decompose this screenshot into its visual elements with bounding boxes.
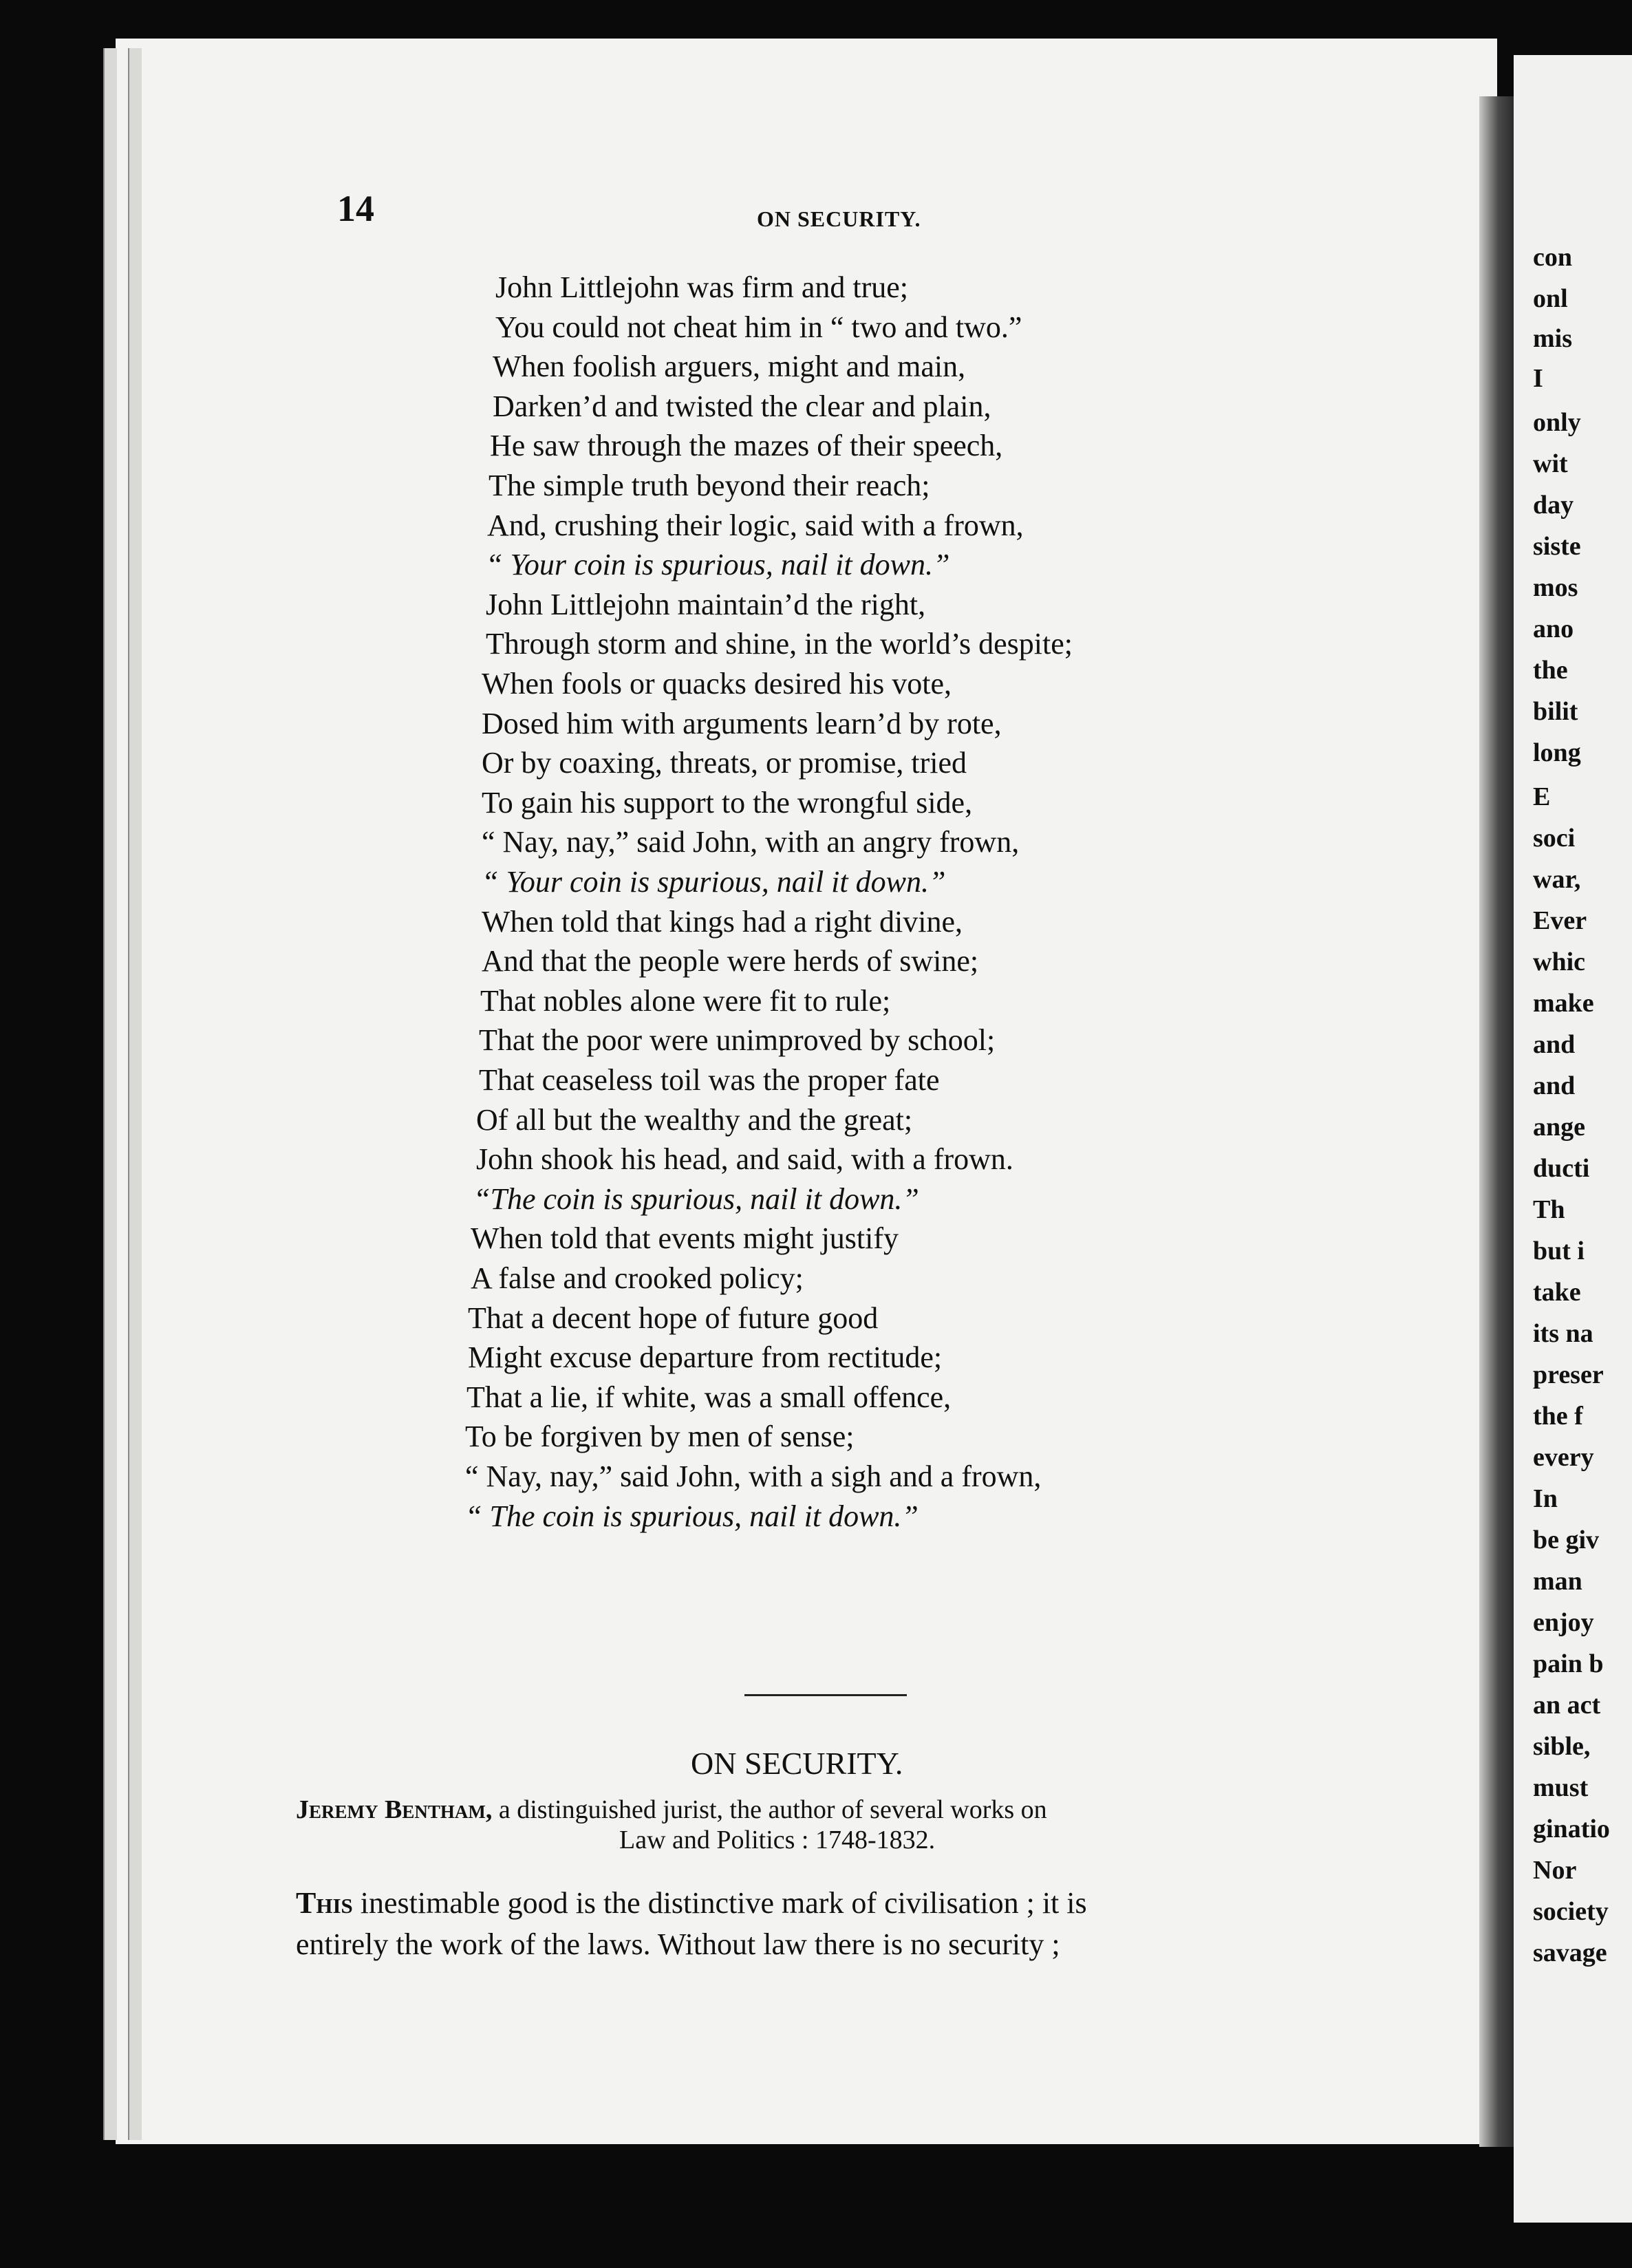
body-text: inestimable good is the distinctive mark of civilisation ; it is xyxy=(352,1886,1087,1920)
facing-page-fragment: but i xyxy=(1533,1237,1585,1265)
poem-line: “ Your coin is spurious, nail it down.” xyxy=(486,548,950,582)
poem-line: And that the people were herds of swine; xyxy=(482,944,979,978)
facing-page-fragment: siste xyxy=(1533,532,1581,561)
poem-line: A false and crooked policy; xyxy=(471,1261,804,1295)
page-edge xyxy=(128,48,142,2140)
facing-page-fragment: must xyxy=(1533,1773,1589,1802)
facing-page-fragment: day xyxy=(1533,491,1574,520)
poem-line: John Littlejohn maintain’d the right, xyxy=(486,587,926,621)
facing-page-fragment: I xyxy=(1533,364,1543,393)
facing-page-fragment: the f xyxy=(1533,1402,1583,1431)
poem-line: Through storm and shine, in the world’s despite; xyxy=(486,627,1073,661)
poem-line: That ceaseless toil was the proper fate xyxy=(479,1063,940,1097)
facing-page-fragment: and xyxy=(1533,1030,1576,1059)
poem-line: To be forgiven by men of sense; xyxy=(465,1420,855,1454)
poem-line: Dosed him with arguments learn’d by rote, xyxy=(482,706,1002,740)
facing-page-fragment: onl xyxy=(1533,284,1568,313)
facing-page-fragment: mos xyxy=(1533,573,1578,602)
facing-page-fragment: and xyxy=(1533,1071,1576,1100)
facing-page xyxy=(1514,55,1632,2223)
facing-page-fragment: sible, xyxy=(1533,1732,1591,1761)
poem-line: That a decent hope of future good xyxy=(468,1301,879,1335)
poem-line: Might excuse departure from rectitude; xyxy=(468,1340,943,1375)
facing-page-fragment: pain b xyxy=(1533,1649,1604,1678)
poem-line: That the poor were unimproved by school; xyxy=(479,1023,996,1058)
facing-page-fragment: take xyxy=(1533,1278,1581,1307)
section-title: ON SECURITY. xyxy=(691,1746,903,1781)
author-name: Jeremy Bentham, xyxy=(296,1795,493,1824)
facing-page-fragment: every xyxy=(1533,1443,1594,1472)
author-line xyxy=(296,1795,1047,1825)
poem-line: Darken’d and twisted the clear and plain, xyxy=(493,389,991,423)
poem-line: To gain his support to the wrongful side, xyxy=(482,785,973,820)
page-number: 14 xyxy=(337,188,374,229)
facing-page-fragment: Th xyxy=(1533,1195,1565,1224)
facing-page-fragment: make xyxy=(1533,989,1594,1018)
facing-page-fragment: bilit xyxy=(1533,697,1578,726)
poem-line: “ Nay, nay,” said John, with a sigh and a frown, xyxy=(465,1459,1042,1493)
facing-page-fragment: soci xyxy=(1533,824,1576,853)
page-edge xyxy=(103,48,117,2140)
poem-line: John shook his head, and said, with a frown. xyxy=(476,1142,1013,1177)
poem-line: “The coin is spurious, nail it down.” xyxy=(473,1181,919,1216)
facing-page-fragment: mis xyxy=(1533,324,1572,353)
facing-page-fragment: enjoy xyxy=(1533,1608,1594,1637)
facing-page-fragment: E xyxy=(1533,782,1551,811)
facing-page-fragment: wit xyxy=(1533,449,1568,478)
facing-page-fragment: Nor xyxy=(1533,1856,1577,1885)
section-divider xyxy=(744,1694,907,1696)
author-description-2: Law and Politics : 1748-1832. xyxy=(619,1826,936,1854)
poem-line: He saw through the mazes of their speech, xyxy=(490,429,1003,463)
facing-page-fragment: society xyxy=(1533,1897,1609,1926)
facing-page-fragment: man xyxy=(1533,1567,1582,1596)
poem-line: You could not cheat him in “ two and two.” xyxy=(495,310,1022,344)
poem-line: When foolish arguers, might and main, xyxy=(493,350,966,384)
facing-page-fragment: savage xyxy=(1533,1938,1607,1967)
facing-page-fragment: only xyxy=(1533,408,1581,437)
facing-page-fragment: long xyxy=(1533,738,1581,767)
body-line-2: entirely the work of the laws. Without law there is no security ; xyxy=(296,1927,1060,1961)
facing-page-fragment: be giv xyxy=(1533,1526,1600,1554)
facing-page-fragment: war, xyxy=(1533,865,1581,894)
poem-line: That a lie, if white, was a small offence, xyxy=(466,1380,952,1414)
poem-line: “ The coin is spurious, nail it down.” xyxy=(465,1499,919,1533)
facing-page-fragment: preser xyxy=(1533,1360,1604,1389)
body-line-1 xyxy=(296,1885,1087,1921)
facing-page-fragment: whic xyxy=(1533,948,1585,976)
poem-line: The simple truth beyond their reach; xyxy=(488,469,930,502)
author-description: a distinguished jurist, the author of several works on xyxy=(492,1795,1047,1824)
facing-page-fragment: ano xyxy=(1533,614,1574,643)
poem-line: When told that kings had a right divine, xyxy=(482,904,963,939)
facing-page-fragment: an act xyxy=(1533,1691,1601,1720)
facing-page-fragment: ange xyxy=(1533,1113,1585,1142)
poem-line: “ Nay, nay,” said John, with an angry frown, xyxy=(482,825,1020,859)
poem-line: Of all but the wealthy and the great; xyxy=(476,1102,913,1137)
poem-line: Or by coaxing, threats, or promise, tried xyxy=(482,746,967,780)
facing-page-fragment: ginatio xyxy=(1533,1815,1610,1843)
facing-page-fragment: con xyxy=(1533,243,1572,272)
opening-word: This xyxy=(296,1886,353,1920)
poem-line: When told that events might justify xyxy=(471,1221,899,1256)
poem-line: That nobles alone were fit to rule; xyxy=(480,983,891,1018)
facing-page-fragment: Ever xyxy=(1533,906,1587,935)
facing-page-fragment: In xyxy=(1533,1484,1558,1513)
facing-page-fragment: the xyxy=(1533,656,1568,685)
poem-line: When fools or quacks desired his vote, xyxy=(482,667,952,700)
poem-line: “ Your coin is spurious, nail it down.” xyxy=(482,865,946,899)
poem-line: John Littlejohn was firm and true; xyxy=(495,270,908,304)
poem-line: And, crushing their logic, said with a frown, xyxy=(487,508,1024,542)
facing-page-fragment: its na xyxy=(1533,1319,1593,1348)
facing-page-fragment: ducti xyxy=(1533,1154,1590,1183)
running-head: ON SECURITY. xyxy=(757,206,921,231)
